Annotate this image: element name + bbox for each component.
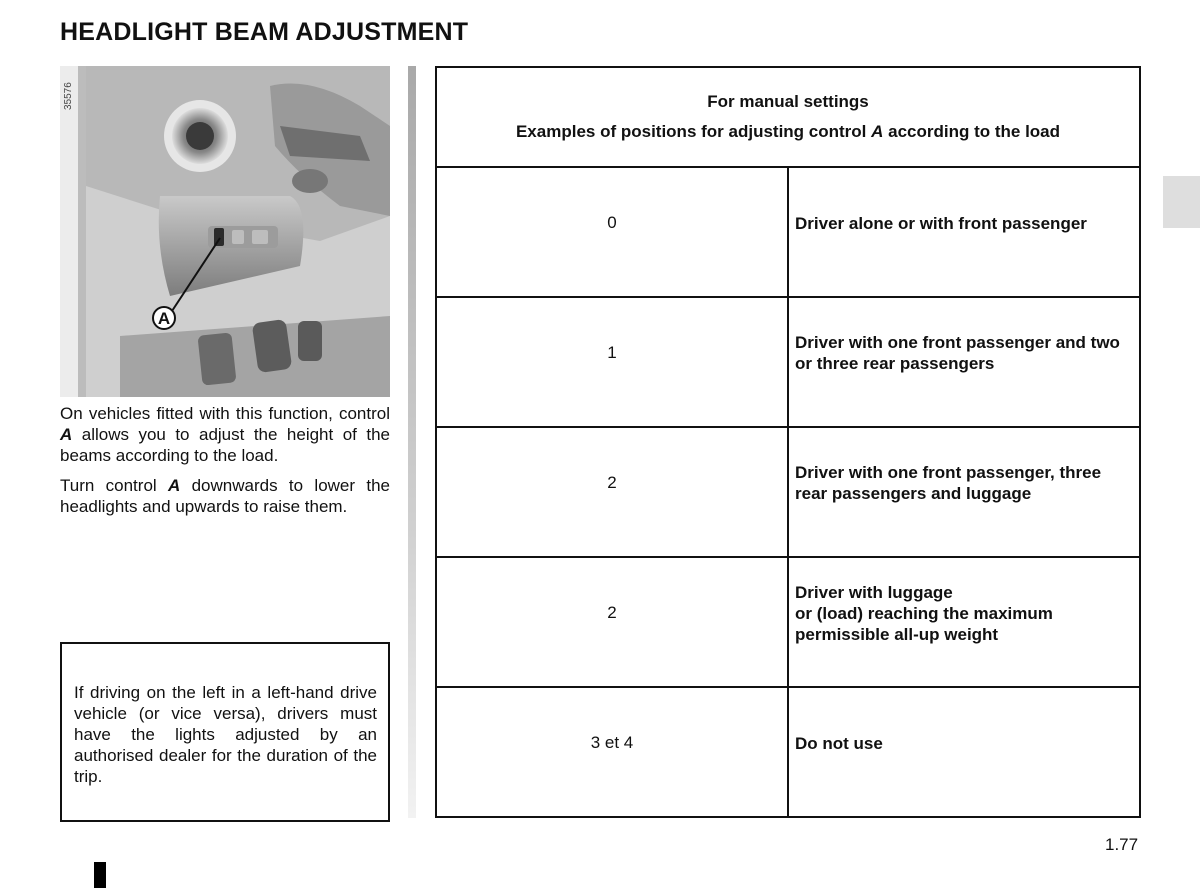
position-cell: 2 xyxy=(436,557,788,687)
page-number: 1.77 xyxy=(1105,835,1139,854)
intro-paragraph-1: On vehicles fitted with this function, control A allows you to adjust the height of the beams according to the load. xyxy=(60,404,390,465)
table-header xyxy=(436,67,1140,167)
dashboard-photo xyxy=(60,66,390,397)
intro-paragraph-2: Turn control A downwards to lower the headlights and upwards to raise them. xyxy=(60,476,390,516)
description-cell: Driver with one front passenger and two or three rear passengers xyxy=(788,297,1140,427)
table-header-row xyxy=(436,67,1140,167)
callout-label-a: A xyxy=(157,309,171,328)
description-cell: Driver alone or with front passenger xyxy=(788,167,1140,297)
table-row xyxy=(436,427,1140,557)
table-header-line-1: For manual settings xyxy=(707,92,869,111)
page-title: HEADLIGHT BEAM ADJUSTMENT xyxy=(60,18,469,46)
table-header-line-2: Examples of positions for adjusting control A according to the load xyxy=(515,122,1061,141)
table-row xyxy=(436,297,1140,427)
table-row xyxy=(436,167,1140,297)
chapter-tab xyxy=(1163,176,1200,228)
table-row xyxy=(436,557,1140,687)
note-text: If driving on the left in a left-hand drive vehicle (or vice versa), drivers must have the lights adjusted by an authorised dealer for the duration of the trip. xyxy=(74,683,377,786)
note-box xyxy=(60,642,390,822)
print-mark xyxy=(94,862,106,888)
position-cell: 2 xyxy=(436,427,788,557)
position-cell: 0 xyxy=(436,167,788,297)
description-cell: Driver with one front passenger, three rear passengers and luggage xyxy=(788,427,1140,557)
description-cell: Driver with luggage or (load) reaching the maximum permissible all-up weight xyxy=(788,557,1140,687)
control-reference: A xyxy=(168,476,181,495)
dashboard-illustration xyxy=(60,66,390,397)
figure-code: 35576 xyxy=(63,82,74,110)
description-cell: Do not use xyxy=(788,687,1140,817)
position-cell: 3 et 4 xyxy=(436,687,788,817)
control-reference: A xyxy=(60,425,73,444)
position-cell: 1 xyxy=(436,297,788,427)
column-divider xyxy=(408,66,416,818)
table-row xyxy=(436,687,1140,817)
load-settings-table xyxy=(435,66,1141,818)
